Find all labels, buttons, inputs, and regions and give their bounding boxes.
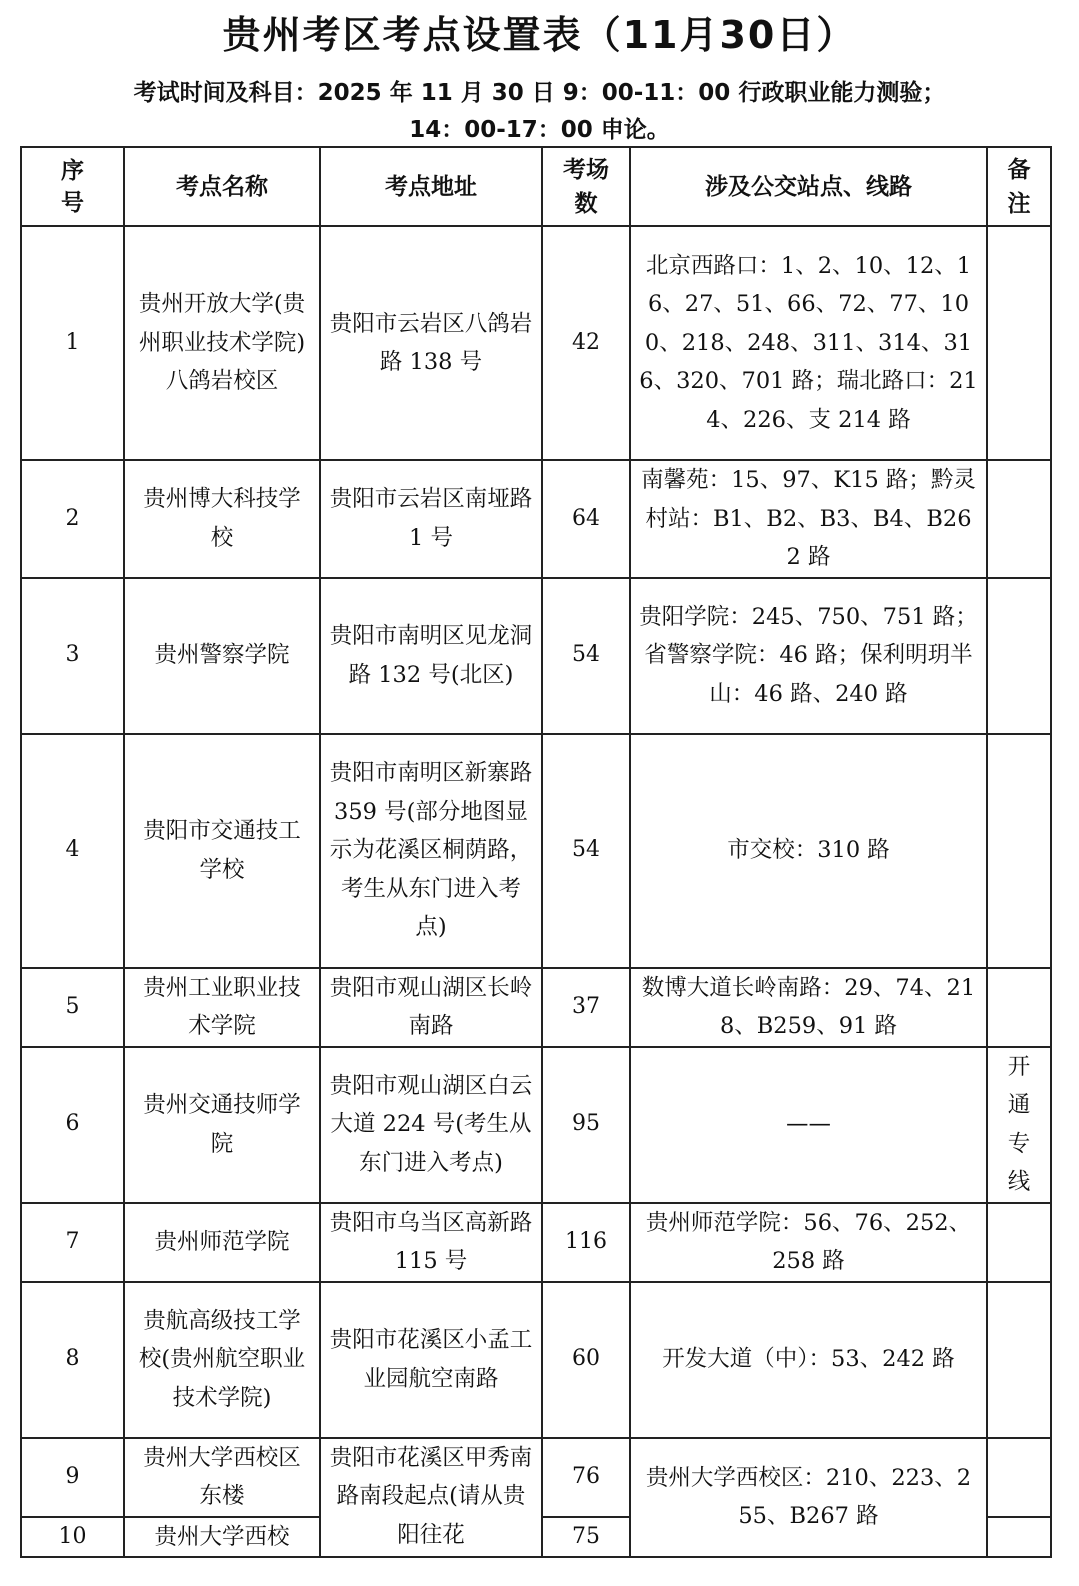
row-index: 7 [21, 1203, 124, 1282]
site-name: 贵州开放大学(贵州职业技术学院)八鸽岩校区 [124, 226, 320, 460]
table-row [21, 734, 1051, 968]
header-name: 考点名称 [124, 147, 320, 226]
header-index: 序号 [21, 147, 124, 226]
bus-routes: 开发大道（中）：53、242 路 [630, 1282, 987, 1438]
row-index: 8 [21, 1282, 124, 1438]
table-row [21, 1438, 1051, 1517]
table-row [21, 1047, 1051, 1203]
note [987, 1517, 1051, 1558]
site-address: 贵阳市乌当区高新路 115 号 [320, 1203, 542, 1282]
header-address: 考点地址 [320, 147, 542, 226]
bus-routes: 市交校：310 路 [630, 734, 987, 968]
note [987, 226, 1051, 460]
site-address: 贵阳市观山湖区长岭南路 [320, 968, 542, 1047]
table-row [21, 1282, 1051, 1438]
bus-routes: 贵州师范学院：56、76、252、258 路 [630, 1203, 987, 1282]
note [987, 968, 1051, 1047]
site-name: 贵州交通技师学院 [124, 1047, 320, 1203]
row-index: 6 [21, 1047, 124, 1203]
note [987, 578, 1051, 734]
bus-routes: —— [630, 1047, 987, 1203]
bus-routes: 南馨苑：15、97、K15 路；黔灵村站：B1、B2、B3、B4、B262 路 [630, 460, 987, 578]
site-address: 贵阳市花溪区小孟工业园航空南路 [320, 1282, 542, 1438]
site-address: 贵阳市观山湖区白云大道 224 号(考生从东门进入考点) [320, 1047, 542, 1203]
room-count: 95 [542, 1047, 630, 1203]
site-address: 贵阳市云岩区南垭路 1 号 [320, 460, 542, 578]
table-row [21, 578, 1051, 734]
note [987, 460, 1051, 578]
row-index: 3 [21, 578, 124, 734]
table-row [21, 968, 1051, 1047]
row-index: 5 [21, 968, 124, 1047]
row-index: 9 [21, 1438, 124, 1517]
site-name: 贵州师范学院 [124, 1203, 320, 1282]
note [987, 1203, 1051, 1282]
row-index: 1 [21, 226, 124, 460]
exam-site-table [20, 146, 1052, 1558]
table-row [21, 1203, 1051, 1282]
room-count: 76 [542, 1438, 630, 1517]
room-count: 116 [542, 1203, 630, 1282]
page-title: 贵州考区考点设置表（11月30日） [222, 13, 857, 57]
room-count: 54 [542, 734, 630, 968]
room-count: 60 [542, 1282, 630, 1438]
exam-time-line-1: 考试时间及科目：2025 年 11 月 30 日 9：00-11：00 行政职业能力测验； [133, 80, 946, 106]
note [987, 734, 1051, 968]
header-row [21, 147, 1051, 226]
exam-time-line-2: 14：00-17：00 申论。 [409, 117, 670, 143]
table-row [21, 226, 1051, 460]
room-count: 37 [542, 968, 630, 1047]
site-name: 贵州大学西校 [124, 1517, 320, 1558]
site-name: 贵州警察学院 [124, 578, 320, 734]
bus-routes: 贵阳学院：245、750、751 路；省警察学院：46 路；保利明玥半山：46 路、240 路 [630, 578, 987, 734]
bus-routes: 数博大道长岭南路：29、74、218、B259、91 路 [630, 968, 987, 1047]
room-count: 54 [542, 578, 630, 734]
note [987, 1282, 1051, 1438]
site-address: 贵阳市花溪区甲秀南路南段起点(请从贵阳往花 [320, 1438, 542, 1558]
site-address: 贵阳市云岩区八鸽岩路 138 号 [320, 226, 542, 460]
header-note: 备注 [987, 147, 1051, 226]
header-rooms: 考场数 [542, 147, 630, 226]
bus-routes: 贵州大学西校区：210、223、255、B267 路 [630, 1438, 987, 1558]
room-count: 75 [542, 1517, 630, 1558]
site-name: 贵州博大科技学校 [124, 460, 320, 578]
site-name: 贵航高级技工学校(贵州航空职业技术学院) [124, 1282, 320, 1438]
row-index: 10 [21, 1517, 124, 1558]
table-row [21, 460, 1051, 578]
header-routes: 涉及公交站点、线路 [630, 147, 987, 226]
site-name: 贵州大学西校区东楼 [124, 1438, 320, 1517]
row-index: 4 [21, 734, 124, 968]
bus-routes: 北京西路口：1、2、10、12、16、27、51、66、72、77、100、218、248、311、314、316、320、701 路；瑞北路口：214、226、支 214 路 [630, 226, 987, 460]
site-name: 贵州工业职业技术学院 [124, 968, 320, 1047]
note [987, 1438, 1051, 1517]
site-address: 贵阳市南明区新寨路 359 号(部分地图显示为花溪区桐荫路，考生从东门进入考点) [320, 734, 542, 968]
site-address: 贵阳市南明区见龙洞路 132 号(北区) [320, 578, 542, 734]
room-count: 42 [542, 226, 630, 460]
note: 开通专线 [987, 1047, 1051, 1203]
row-index: 2 [21, 460, 124, 578]
room-count: 64 [542, 460, 630, 578]
site-name: 贵阳市交通技工学校 [124, 734, 320, 968]
